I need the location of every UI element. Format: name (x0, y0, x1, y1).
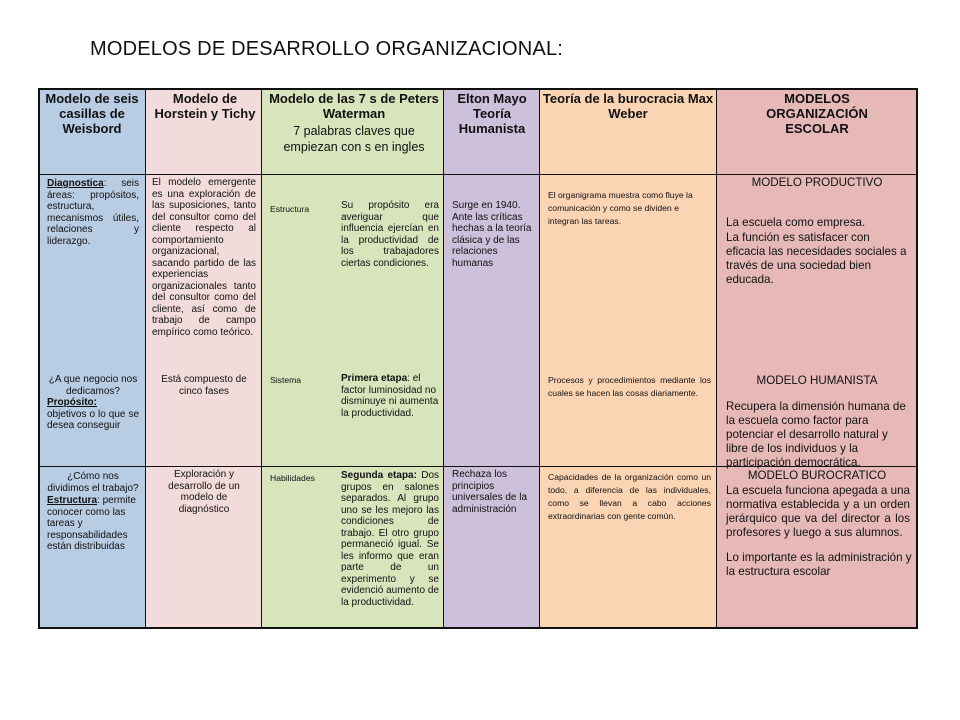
peters-first-stage (341, 373, 439, 419)
horstein-phases: Está compuesto de cinco fases (161, 374, 247, 397)
col-divider (145, 88, 146, 629)
mayo-origin: Surge en 1940. Ante las críticas hechas a la teoría clásica y de las relaciones humanas (452, 200, 532, 269)
escolar-productive-text-2: La función es satisfacer con eficacia las necesidades sociales a través de una sociedad bien educada. (726, 231, 907, 286)
column-weber (540, 88, 717, 629)
column-escolar (717, 88, 918, 629)
escolar-bureaucratic-text-2: Lo importante es la administración y la estructura escolar (726, 551, 912, 578)
header-peters-title: Modelo de las 7 s de Peters Waterman (269, 91, 439, 121)
peters-label-structure: Estructura (270, 204, 310, 214)
col-divider (261, 88, 262, 629)
peters-label-skills: Habilidades (270, 473, 315, 483)
weisbord-diagnostic-text: : seis áreas: propósitos, estructura, mecanismos útiles, relaciones y liderazgo. (47, 178, 139, 247)
header-peters (266, 91, 442, 155)
escolar-productive-heading: MODELO PRODUCTIVO (751, 176, 883, 189)
column-mayo (444, 88, 540, 629)
weisbord-question-1: ¿A que negocio nos dedicamos? (48, 374, 138, 397)
column-horstein (146, 88, 262, 629)
organizational-models-table (38, 88, 918, 629)
col-divider (443, 88, 444, 629)
weisbord-diagnostic (47, 178, 139, 247)
header-weber: Teoría de la burocracia Max Weber (542, 91, 714, 121)
header-escolar: MODELOS ORGANIZACIÓN ESCOLAR (766, 91, 868, 136)
peters-second-stage (341, 470, 439, 608)
peters-first-stage-text: : el factor luminosidad no disminuye ni aumenta la productividad. (341, 373, 439, 419)
weber-processes: Procesos y procedimientos mediante los cuales se hacen las cosas diariamente. (548, 375, 711, 398)
page-title: MODELOS DE DESARROLLO ORGANIZACIONAL: (90, 38, 564, 60)
peters-first-stage-term: Primera etapa (341, 373, 408, 384)
weisbord-structure (47, 495, 139, 553)
peters-label-system: Sistema (270, 375, 302, 385)
weber-organigram: El organigrama muestra como fluye la comunicación y como se dividen e integran las tareas. (548, 190, 693, 226)
col-divider (539, 88, 540, 629)
header-mayo: Elton Mayo Teoría Humanista (457, 91, 527, 136)
header-horstein: Modelo de Horstein y Tichy (154, 91, 256, 121)
weisbord-diagnostic-term: Diagnostica (47, 178, 104, 189)
horstein-description: El modelo emergente es una exploración de las suposiciones, tanto del consultor como del cliente respecto al comportamiento organizacional, sacando partido de las experiencias organizacionales tanto del consultor como del cliente, así como de trabajo de campo empírico como teórico. (152, 177, 256, 338)
weisbord-structure-text: : permite conocer como las tareas y responsabilidades están distribuidas (47, 495, 136, 552)
table-border-top (38, 88, 918, 90)
escolar-bureaucratic-heading: MODELO BUROCRATICO (747, 469, 887, 482)
table-border-bottom (38, 627, 918, 629)
header-peters-subtitle: 7 palabras claves que empiezan con s en ingles (283, 124, 425, 154)
weisbord-purpose-term: Propósito: (47, 397, 97, 408)
table-border-left (38, 88, 40, 629)
col-divider (716, 88, 717, 629)
escolar-bureaucratic-text-1: La escuela funciona apegada a una normativa establecida y a un orden jerárquico que va del director a los profesores y luego a sus alumnos. (726, 484, 910, 539)
peters-purpose-text: Su propósito era averiguar que influencia ejercían en la productividad de los trabajadores ciertas condiciones. (341, 200, 439, 269)
header-divider (38, 174, 918, 175)
escolar-productive-text-1: La escuela como empresa. (726, 216, 866, 229)
escolar-humanist-heading: MODELO HUMANISTA (756, 374, 878, 387)
weisbord-purpose (47, 397, 139, 432)
weisbord-structure-term: Estructura (47, 495, 98, 506)
mayo-rejection: Rechaza los principios universales de la administración (452, 469, 528, 515)
table-border-right (916, 88, 918, 629)
weisbord-purpose-text: objetivos o lo que se desea conseguir (47, 408, 139, 431)
weber-capabilities: Capacidades de la organización como un todo, a diferencia de las individuales, como se llevan a cabo acciones extraordinarias con gente común. (548, 472, 711, 521)
horstein-exploration: Exploración y desarrollo de un modelo de diagnóstico (168, 469, 240, 515)
peters-second-stage-text: Dos grupos en salones separados. Al grupo uno se les mejoro las condiciones de trabajo. El otro grupo permaneció igual. Se les informo que eran parte de un experimento y se evidenció aumento de la productividad. (341, 470, 439, 608)
escolar-humanist-text: Recupera la dimensión humana de la escuela como factor para potenciar el desarrollo natural y libre de los individuos y la participación democrática. (726, 400, 906, 469)
header-weisbord: Modelo de seis casillas de Weisbord (45, 91, 139, 136)
peters-second-stage-term: Segunda etapa: (341, 470, 417, 481)
weisbord-question-2: ¿Cómo nos dividimos el trabajo? (47, 471, 139, 494)
